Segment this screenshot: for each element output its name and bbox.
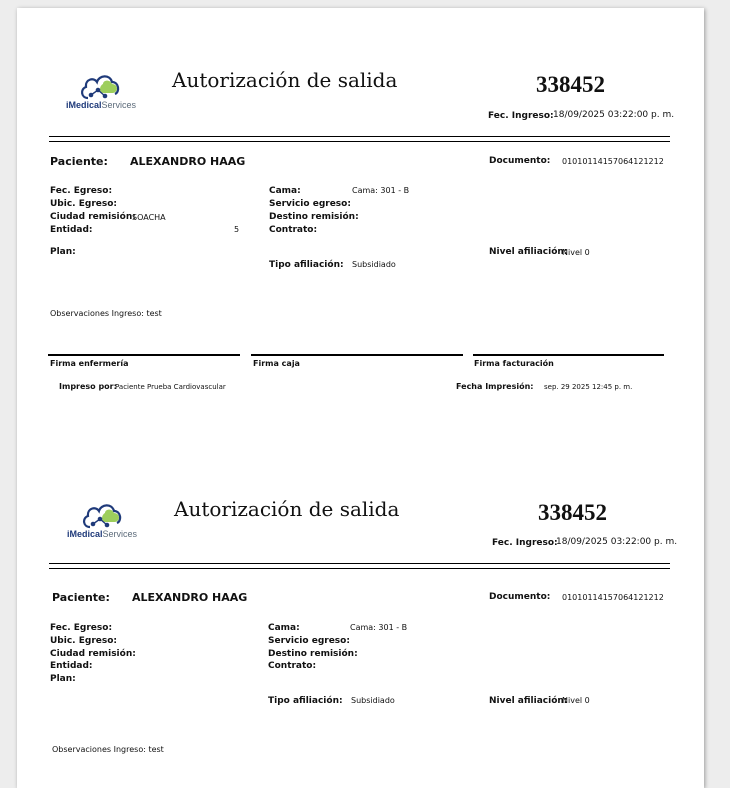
firma-caja-line [251, 354, 463, 356]
nivel-afiliacion-label: Nivel afiliación: [489, 247, 568, 257]
document-title-2: Autorización de salida [174, 497, 400, 521]
fecha-impresion-value: sep. 29 2025 12:45 p. m. [544, 383, 633, 391]
fec-ingreso-value-2: 18/09/2025 03:22:00 p. m. [556, 537, 678, 547]
ciudad-remision-value: SOACHA [132, 213, 166, 222]
cama-label-2: Cama: [268, 623, 300, 633]
contrato-label-2: Contrato: [268, 661, 317, 671]
document-title: Autorización de salida [172, 68, 398, 92]
ciudad-remision-label-2: Ciudad remisión: [50, 649, 136, 659]
header-divider-2 [49, 563, 670, 569]
cloud-network-icon [79, 70, 123, 104]
paciente-label-2: Paciente: [52, 591, 110, 604]
nivel-afiliacion-value-2: Nivel 0 [562, 696, 590, 705]
firma-facturacion-label: Firma facturación [474, 359, 554, 368]
fec-ingreso-value: 18/09/2025 03:22:00 p. m. [553, 110, 675, 120]
fecha-impresion-label: Fecha Impresión: [456, 382, 534, 391]
destino-remision-label: Destino remisión: [269, 212, 359, 222]
document-number-2: 338452 [538, 500, 607, 525]
observaciones-ingreso-2: Observaciones Ingreso: test [52, 745, 164, 754]
firma-facturacion-line [473, 354, 664, 356]
entidad-value: 5 [234, 225, 240, 234]
entidad-label-2: Entidad: [50, 661, 93, 671]
tipo-afiliacion-label: Tipo afiliación: [269, 260, 344, 270]
cama-value-2: Cama: 301 - B [350, 623, 408, 632]
servicio-egreso-label: Servicio egreso: [269, 199, 351, 209]
company-logo-text: iMedicalServices [66, 100, 137, 110]
plan-label-2: Plan: [50, 674, 76, 684]
destino-remision-label-2: Destino remisión: [268, 649, 358, 659]
observaciones-ingreso: Observaciones Ingreso: test [50, 309, 162, 318]
firma-caja-label: Firma caja [253, 359, 300, 368]
header-divider [49, 136, 670, 142]
ubic-egreso-label: Ubic. Egreso: [50, 199, 117, 209]
paciente-label: Paciente: [50, 155, 108, 168]
documento-value: 01010114157064121212 [562, 157, 664, 166]
documento-value-2: 01010114157064121212 [562, 593, 664, 602]
documento-label: Documento: [489, 156, 551, 166]
firma-enfermeria-label: Firma enfermería [50, 359, 129, 368]
firma-enfermeria-line [48, 354, 240, 356]
fec-egreso-label: Fec. Egreso: [50, 186, 113, 196]
entidad-label: Entidad: [50, 225, 93, 235]
documento-label-2: Documento: [489, 592, 551, 602]
nivel-afiliacion-label-2: Nivel afiliación: [489, 696, 568, 706]
cama-label: Cama: [269, 186, 301, 196]
plan-label: Plan: [50, 247, 76, 257]
company-logo-text-2: iMedicalServices [67, 529, 138, 539]
ciudad-remision-label: Ciudad remisión: [50, 212, 136, 222]
fec-ingreso-label-2: Fec. Ingreso: [492, 538, 558, 548]
ubic-egreso-label-2: Ubic. Egreso: [50, 636, 117, 646]
document-page [17, 8, 704, 788]
document-number: 338452 [536, 72, 605, 97]
cloud-network-icon [81, 499, 125, 533]
contrato-label: Contrato: [269, 225, 318, 235]
paciente-value-2: ALEXANDRO HAAG [132, 591, 248, 604]
fec-egreso-label-2: Fec. Egreso: [50, 623, 113, 633]
tipo-afiliacion-label-2: Tipo afiliación: [268, 696, 343, 706]
fec-ingreso-label: Fec. Ingreso: [488, 111, 554, 121]
paciente-value: ALEXANDRO HAAG [130, 155, 246, 168]
impreso-por-label: Impreso por: [59, 382, 117, 391]
tipo-afiliacion-value: Subsidiado [352, 260, 396, 269]
nivel-afiliacion-value: Nivel 0 [562, 248, 590, 257]
cama-value: Cama: 301 - B [352, 186, 410, 195]
servicio-egreso-label-2: Servicio egreso: [268, 636, 350, 646]
impreso-por-value: Paciente Prueba Cardiovascular [115, 383, 226, 391]
tipo-afiliacion-value-2: Subsidiado [351, 696, 395, 705]
